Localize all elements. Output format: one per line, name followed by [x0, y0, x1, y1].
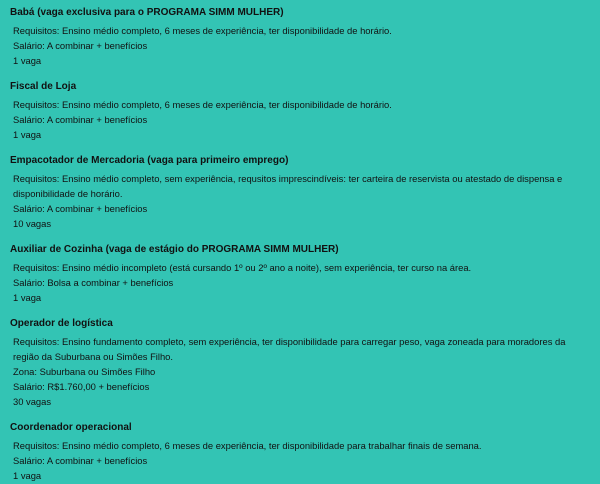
job-title: Fiscal de Loja: [10, 81, 77, 92]
job-listing: [10, 243, 592, 305]
job-requirements: Requisitos: Ensino médio completo, 6 meses de experiência, ter disponibilidade para trabalhar finais de semana.: [13, 440, 482, 451]
job-vacancies: 1 vaga: [13, 292, 42, 303]
job-salary: Salário: A combinar + benefícios: [13, 40, 148, 51]
job-salary: Salário: R$1.760,00 + benefícios: [13, 381, 150, 392]
job-vacancies: 30 vagas: [13, 396, 52, 407]
job-salary: Salário: A combinar + benefícios: [13, 455, 148, 466]
job-requirements: Requisitos: Ensino médio completo, 6 meses de experiência, ter disponibilidade de horário.: [13, 25, 392, 36]
job-title: Coordenador operacional: [10, 422, 132, 433]
job-vacancies: 1 vaga: [13, 470, 42, 481]
job-listing: [10, 6, 592, 68]
job-vacancies: 1 vaga: [13, 55, 42, 66]
job-title: Operador de logística: [10, 318, 113, 329]
job-requirements: Requisitos: Ensino médio incompleto (está cursando 1º ou 2º ano a noite), sem experiência, ter curso na área.: [13, 262, 472, 273]
job-title: Auxiliar de Cozinha (vaga de estágio do PROGRAMA SIMM MULHER): [10, 244, 339, 255]
job-listing: [10, 80, 592, 142]
job-salary: Salário: Bolsa a combinar + benefícios: [13, 277, 174, 288]
job-requirements: Requisitos: Ensino médio completo, sem experiência, requsitos imprescindíveis: ter carteira de reservista ou atestado de dispensa e disponibilidade de horário.: [13, 173, 563, 199]
job-vacancies: 1 vaga: [13, 129, 42, 140]
job-listing: [10, 421, 592, 483]
job-title: Babá (vaga exclusiva para o PROGRAMA SIMM MULHER): [10, 7, 284, 18]
job-requirements: Requisitos: Ensino médio completo, 6 meses de experiência, ter disponibilidade de horário.: [13, 99, 392, 110]
job-listing: [10, 317, 592, 409]
job-requirements: Requisitos: Ensino fundamento completo, sem experiência, ter disponibilidade para carregar peso, vaga zoneada para moradores da região da Suburbana ou Simões Filho.: [13, 336, 566, 362]
job-salary: Salário: A combinar + benefícios: [13, 114, 148, 125]
job-salary: Salário: A combinar + benefícios: [13, 203, 148, 214]
job-vacancies: 10 vagas: [13, 218, 52, 229]
job-title: Empacotador de Mercadoria (vaga para primeiro emprego): [10, 155, 289, 166]
job-zone: Zona: Suburbana ou Simões Filho: [13, 366, 156, 377]
job-listing: [10, 154, 592, 231]
